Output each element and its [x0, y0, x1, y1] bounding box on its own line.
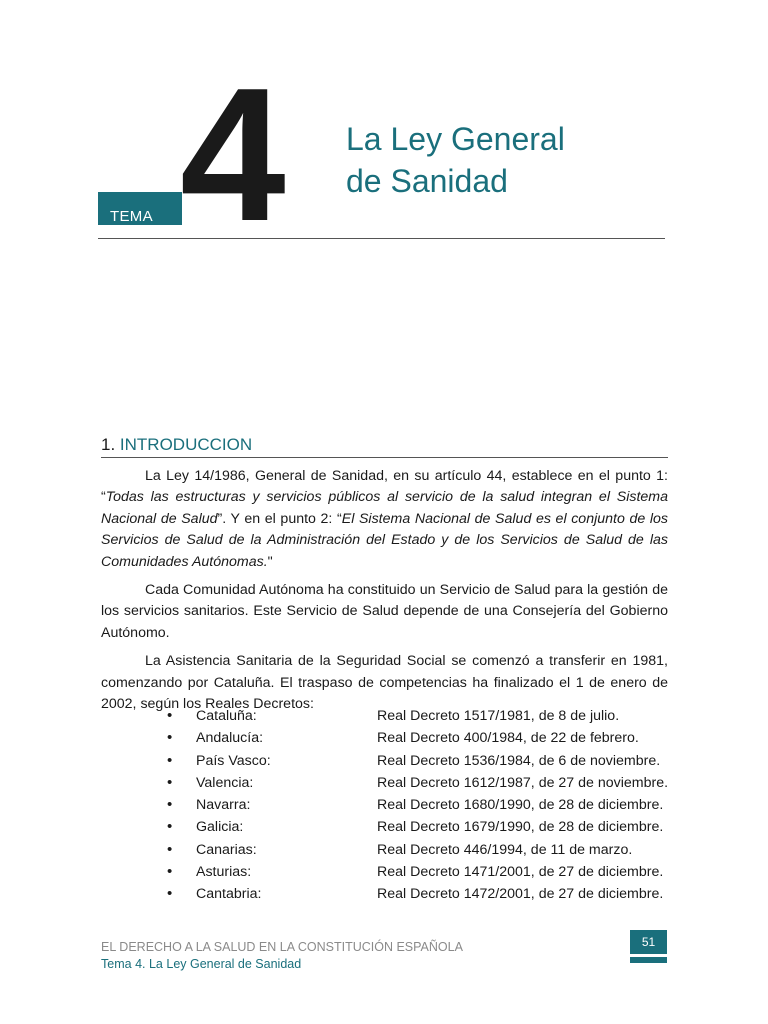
decree-list: [101, 705, 668, 906]
bullet-icon: •: [167, 707, 173, 724]
bullet-icon: •: [167, 751, 173, 769]
list-item-region: Navarra:: [196, 797, 251, 814]
list-item: [101, 839, 668, 861]
list-item: [101, 883, 668, 905]
bullet-icon: •: [167, 863, 173, 881]
chapter-title: [346, 118, 565, 202]
page-number: 51: [630, 930, 667, 954]
paragraph-1-middle: ”. Y en el punto 2: “: [217, 510, 342, 527]
list-item-region: Asturias:: [196, 864, 252, 881]
paragraph-2: Cada Comunidad Autónoma ha constituido un Servicio de Salud para la gestión de los servicios sanitarios. Este Servicio de Salud depende de una Consejería del Gobierno Autónomo.: [101, 582, 668, 641]
paragraph-1: [101, 466, 668, 573]
list-item-decree: Real Decreto 1679/1990, de 28 de diciembre.: [377, 819, 664, 836]
paragraph-3: La Asistencia Sanitaria de la Seguridad Social se comenzó a transferir en 1981, comenzando por Cataluña. El traspaso de competencias ha finalizado el 1 de enero de 2002, según los Reales Decretos:: [101, 653, 668, 713]
list-item: [101, 705, 668, 727]
list-item: [101, 794, 668, 816]
list-item-decree: Real Decreto 1536/1984, de 6 de noviembre.: [377, 752, 661, 769]
footer-tema-word: Tema: [101, 957, 132, 971]
section-number: 1.: [101, 435, 116, 454]
list-item-decree: Real Decreto 1471/2001, de 27 de diciembre.: [377, 864, 664, 881]
section-heading: [101, 434, 668, 458]
tema-label: TEMA: [110, 208, 153, 225]
quote-point-2: El Sistema Nacional de Salud es el conjunto de los Servicios de Salud de la Administración del Estado y de los Servicios de Salud de las Comunidades Autónomas.: [101, 510, 669, 570]
footer-chapter: [101, 957, 301, 971]
list-item-region: Valencia:: [196, 774, 254, 791]
list-item-region: Canarias:: [196, 841, 257, 858]
list-item-decree: Real Decreto 446/1994, de 11 de marzo.: [377, 841, 633, 858]
list-item-region: Galicia:: [196, 819, 244, 836]
list-item-decree: Real Decreto 1612/1987, de 27 de noviembre.: [377, 774, 669, 791]
chapter-title-line-2: de Sanidad: [346, 163, 508, 199]
list-item-region: Cataluña:: [196, 708, 257, 724]
list-item-region: País Vasco:: [196, 752, 271, 769]
list-item: [101, 816, 668, 838]
list-item-region: Andalucía:: [196, 730, 264, 747]
bullet-icon: •: [167, 796, 173, 814]
section-title: INTRODUCCION: [119, 435, 253, 454]
list-item: [101, 772, 668, 794]
page-number-bar: [630, 957, 667, 963]
list-item-decree: Real Decreto 400/1984, de 22 de febrero.: [377, 730, 639, 747]
list-item: [101, 861, 668, 883]
list-item-decree: Real Decreto 1680/1990, de 28 de diciembre.: [377, 797, 664, 814]
body-text: [101, 466, 668, 722]
list-item-decree: Real Decreto 1517/1981, de 8 de julio.: [377, 708, 620, 724]
bullet-icon: •: [167, 818, 173, 836]
footer-tema-number: 4.: [135, 957, 146, 971]
bullet-icon: •: [167, 840, 173, 858]
header-divider: [98, 238, 665, 239]
chapter-title-line-1: La Ley General: [346, 121, 565, 157]
bullet-icon: •: [167, 729, 173, 747]
list-item-region: Cantabria:: [196, 886, 262, 903]
bullet-icon: •: [167, 773, 173, 791]
chapter-number: 4: [180, 49, 286, 261]
footer-book-title: EL DERECHO A LA SALUD EN LA CONSTITUCIÓN ESPAÑOLA: [101, 940, 463, 954]
list-item-decree: Real Decreto 1472/2001, de 27 de diciembre.: [377, 886, 664, 903]
paragraph-1-close: ": [267, 553, 273, 570]
list-item: [101, 750, 668, 772]
footer-chapter-name: La Ley General de Sanidad: [148, 957, 302, 971]
quote-point-1: Todas las estructuras y servicios públicos al servicio de la salud integran el Sistema Nacional de Salud: [101, 489, 668, 527]
list-item: [101, 727, 668, 749]
bullet-icon: •: [167, 885, 173, 903]
paragraph-1-intro: La Ley 14/1986, General de Sanidad, en su artículo 44, establece en el punto 1: “: [101, 468, 668, 506]
